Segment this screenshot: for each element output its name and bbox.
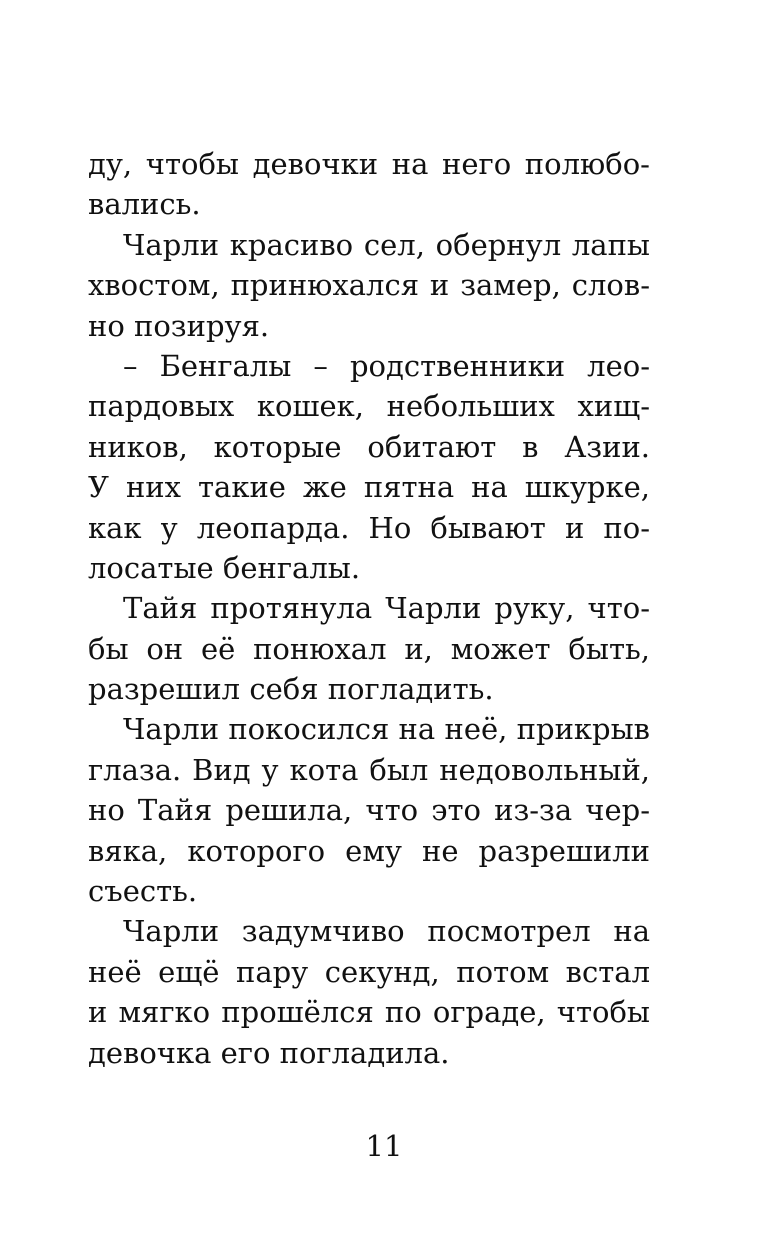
text-line: – Бенгалы – родственники лео- [123, 348, 650, 383]
text-line: лосатые бенгалы. [88, 550, 361, 585]
text-line: Тайя протянула Чарли руку, что- [123, 591, 650, 626]
text-line: Чарли покосился на неё, прикрыв [123, 712, 650, 747]
text-line: хвостом, принюхался и замер, слов- [88, 268, 650, 303]
text-line: Чарли задумчиво посмотрел на [123, 914, 650, 949]
text-line: как у леопарда. Но бывают и по- [88, 510, 650, 545]
text-line: Чарли красиво сел, обернул лапы [123, 227, 650, 262]
text-line: вались. [88, 187, 201, 222]
text-line: бы он её понюхал и, может быть, [88, 631, 650, 666]
text-line: неё ещё пару секунд, потом встал [88, 954, 650, 989]
text-line: ников, которые обитают в Азии. [88, 429, 650, 464]
text-line: пардовых кошек, небольших хищ- [88, 389, 650, 424]
text-line: съесть. [88, 874, 198, 909]
text-line: глаза. Вид у кота был недовольный, [88, 752, 650, 787]
text-line: девочка его погладила. [88, 1035, 450, 1070]
text-line: У них такие же пятна на шкурке, [88, 470, 650, 505]
text-line: но Тайя решила, что это из-за чер- [88, 793, 650, 828]
page-number: 11 [365, 1129, 403, 1163]
text-line: вяка, которого ему не разрешили [88, 833, 650, 868]
body-text [88, 144, 650, 1073]
text-line: и мягко прошёлся по ограде, чтобы [88, 995, 650, 1030]
text-line: разрешил себя погладить. [88, 672, 494, 707]
text-line: но позируя. [88, 308, 270, 343]
text-line: ду, чтобы девочки на него полюбо- [88, 147, 650, 181]
